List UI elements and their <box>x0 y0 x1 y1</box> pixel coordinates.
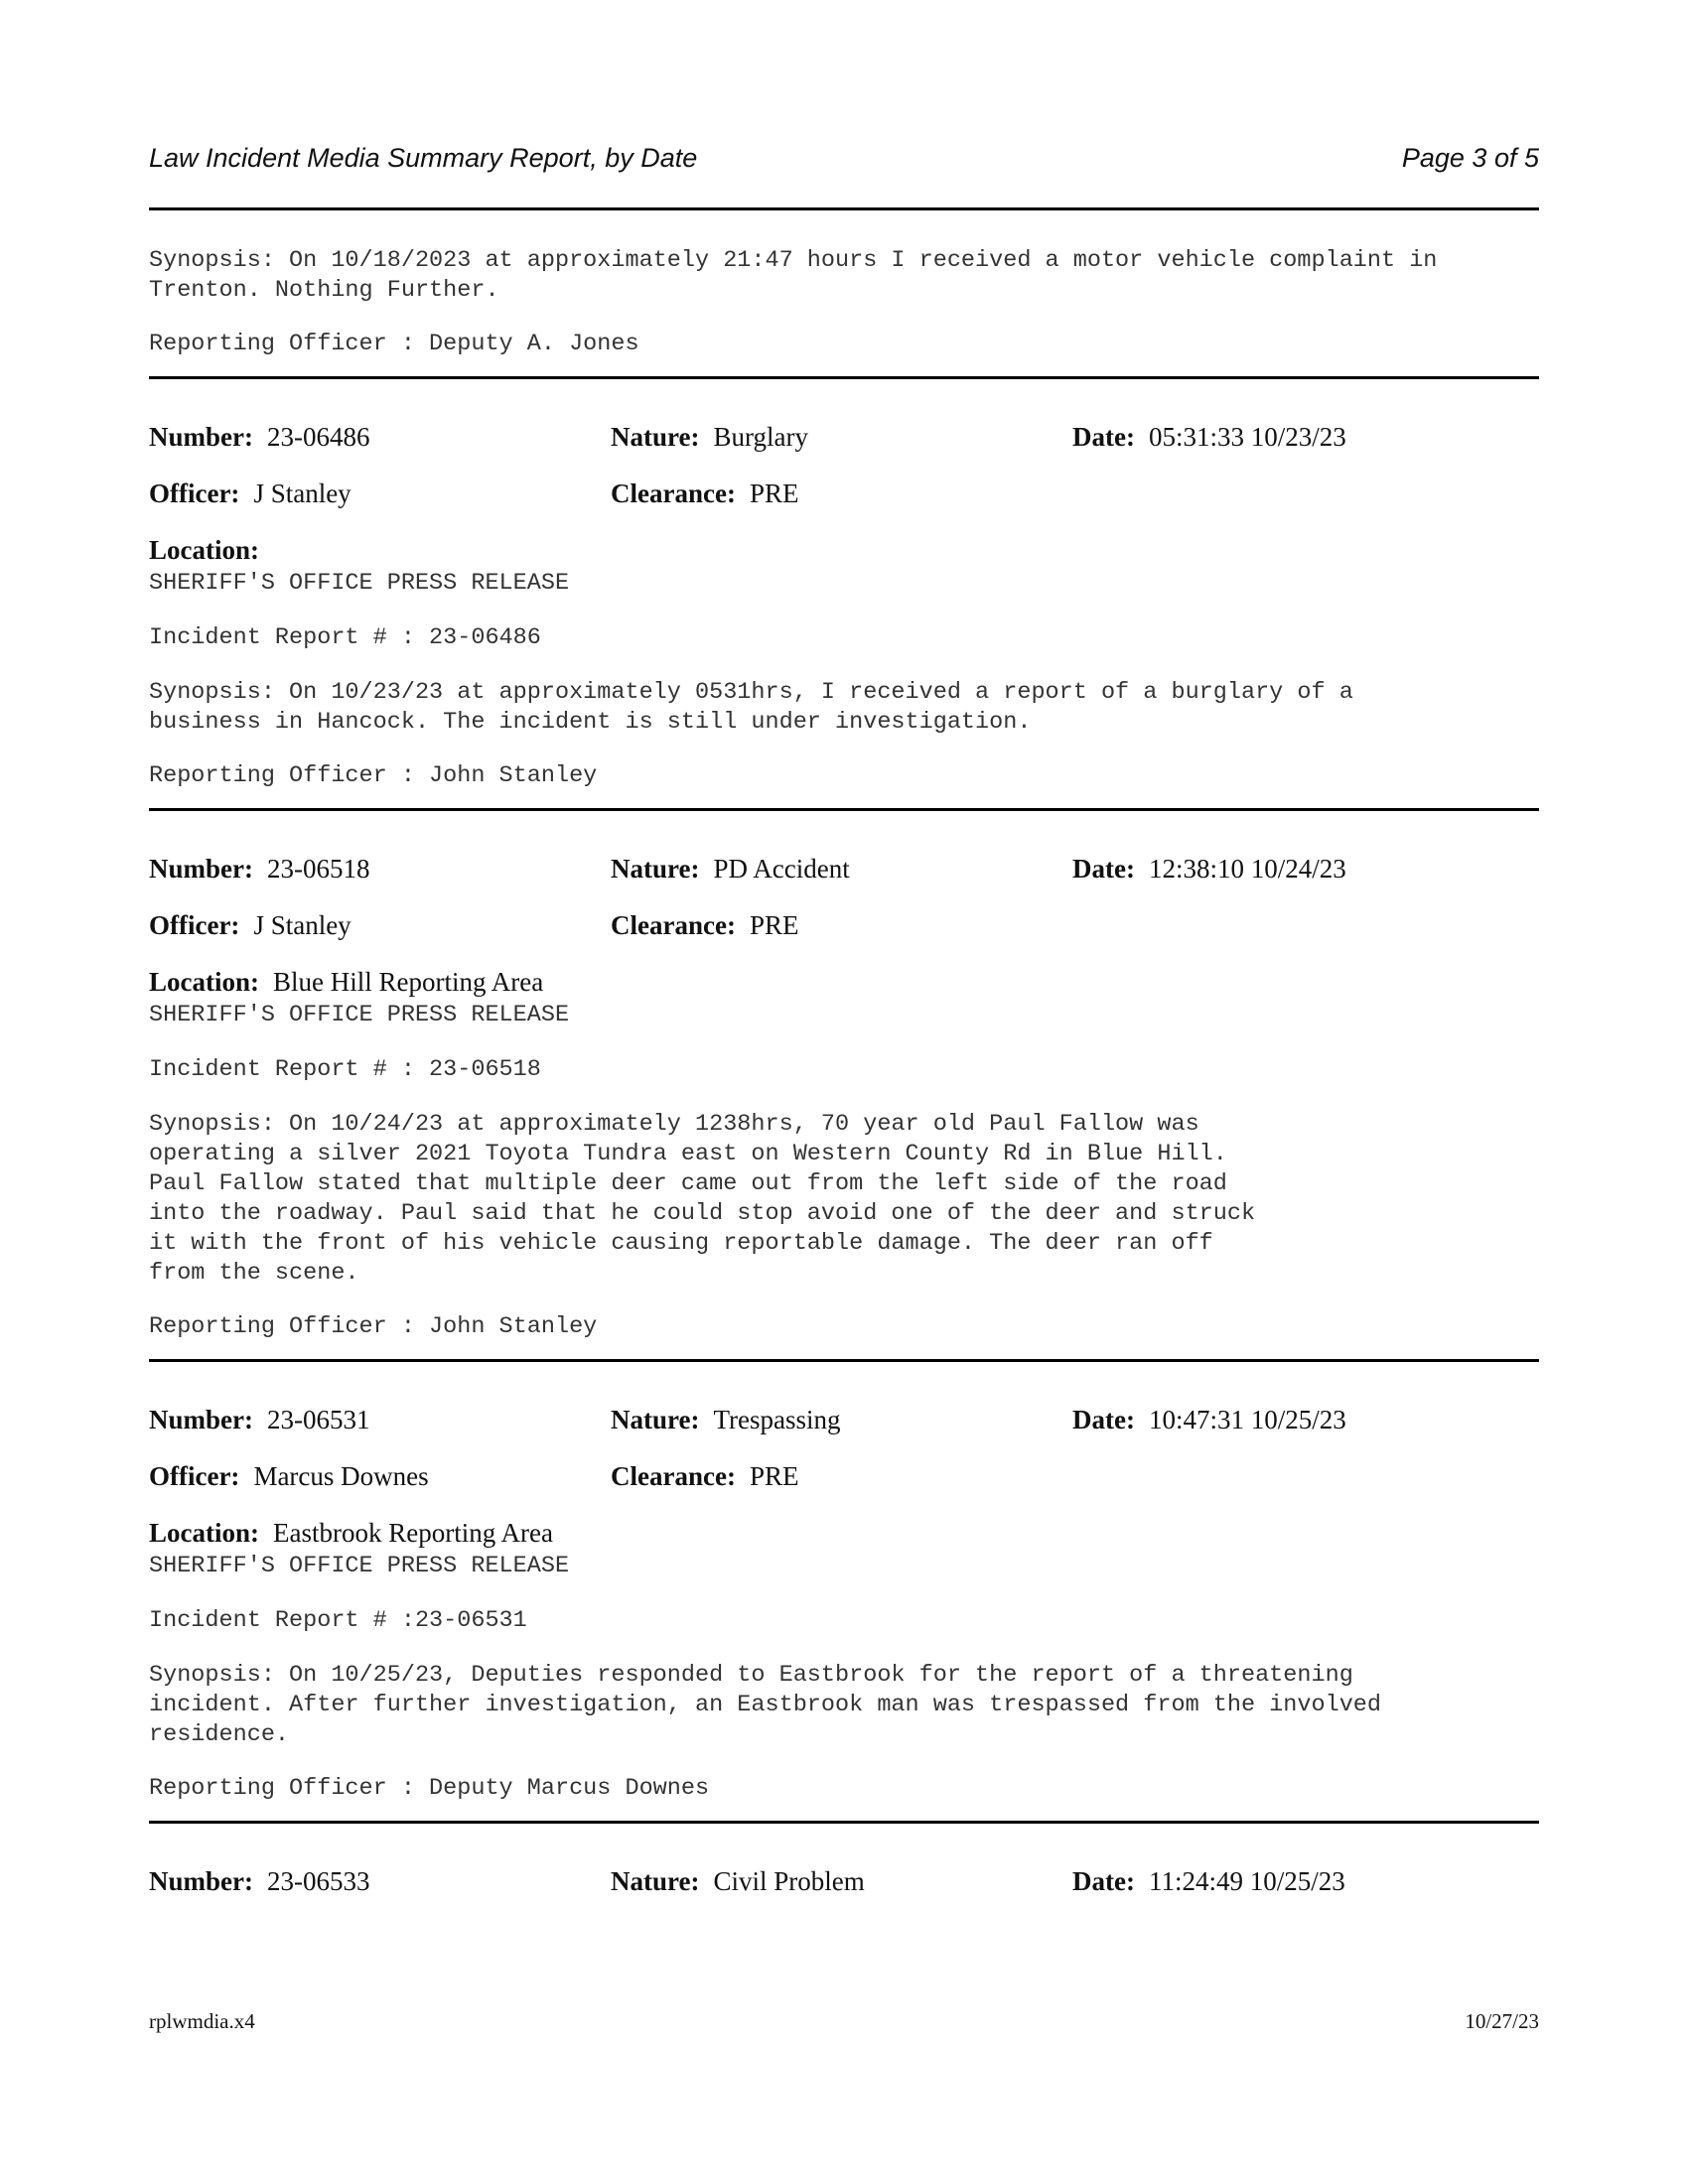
section-divider <box>149 376 1539 379</box>
incident-officer: J Stanley <box>253 478 352 508</box>
continuation-synopsis: Synopsis: On 10/18/2023 at approximately 21:47 hours I received a motor vehicle complaint in Trenton. Nothing Further. <box>149 247 1438 304</box>
incident-synopsis: Synopsis: On 10/24/23 at approximately 1238hrs, 70 year old Paul Fallow was operating a silver 2021 Toyota Tundra east on Western County Rd in Blue Hill. Paul Fallow stated that multiple deer came out from the left side of the road into the roadway. Paul said that he could stop avoid one of the deer and struck it with the front of his vehicle causing reportable damage. The deer ran off from the scene. <box>149 1111 1256 1287</box>
location-label: Location: <box>149 1518 259 1548</box>
incident-nature: PD Accident <box>713 854 850 884</box>
incident-number-field <box>149 420 369 454</box>
press-release-line: SHERIFF'S OFFICE PRESS RELEASE <box>149 570 570 597</box>
incident-number-field <box>149 1403 369 1436</box>
incident-report-number: Incident Report # : 23-06518 <box>149 1056 541 1083</box>
officer-label: Officer: <box>149 1461 240 1491</box>
location-label: Location: <box>149 967 259 997</box>
date-label: Date: <box>1072 1405 1135 1434</box>
incident-date: 05:31:33 10/23/23 <box>1148 422 1346 452</box>
continuation-reporting-officer: Reporting Officer : Deputy A. Jones <box>149 331 639 357</box>
incident-nature: Civil Problem <box>713 1866 865 1896</box>
report-header <box>149 143 1539 183</box>
incident-date-field <box>1072 852 1346 886</box>
incident-date-field <box>1072 1403 1346 1436</box>
clearance-label: Clearance: <box>611 1461 736 1491</box>
incident-location: Eastbrook Reporting Area <box>273 1518 553 1548</box>
incident-clearance: PRE <box>749 910 799 940</box>
incident-date: 10:47:31 10/25/23 <box>1148 1405 1346 1434</box>
incident-synopsis: Synopsis: On 10/25/23, Deputies responded to Eastbrook for the report of a threatening incident. After further investigation, an Eastbrook man was trespassed from the involved residence. <box>149 1662 1382 1748</box>
date-label: Date: <box>1072 854 1135 884</box>
incident-nature: Trespassing <box>713 1405 841 1434</box>
incident-number-field <box>149 1864 369 1898</box>
incident-location-field <box>149 1516 553 1550</box>
number-label: Number: <box>149 1866 253 1896</box>
header-divider <box>149 207 1539 210</box>
incident-nature-field <box>611 1403 841 1436</box>
reporting-officer: Reporting Officer : John Stanley <box>149 762 598 789</box>
incident-report-number: Incident Report # : 23-06486 <box>149 624 541 651</box>
location-label: Location: <box>149 535 259 565</box>
footer-report-code: rplwmdia.x4 <box>149 2009 255 2033</box>
nature-label: Nature: <box>611 854 700 884</box>
incident-clearance-field <box>611 1459 798 1493</box>
reporting-officer: Reporting Officer : Deputy Marcus Downes <box>149 1775 710 1802</box>
incident-nature-field <box>611 1864 865 1898</box>
nature-label: Nature: <box>611 422 700 452</box>
incident-clearance: PRE <box>749 478 799 508</box>
date-label: Date: <box>1072 422 1135 452</box>
officer-label: Officer: <box>149 478 240 508</box>
incident-date-field <box>1072 1864 1345 1898</box>
incident-date-field <box>1072 420 1346 454</box>
incident-date: 12:38:10 10/24/23 <box>1148 854 1346 884</box>
incident-number: 23-06533 <box>266 1866 370 1896</box>
section-divider <box>149 1821 1539 1824</box>
incident-location-field <box>149 965 543 999</box>
incident-officer-field <box>149 908 352 942</box>
report-title: Law Incident Media Summary Report, by Date <box>149 143 698 173</box>
nature-label: Nature: <box>611 1405 700 1434</box>
section-divider <box>149 1359 1539 1362</box>
incident-officer: J Stanley <box>253 910 352 940</box>
page-number: Page 3 of 5 <box>1401 143 1539 173</box>
nature-label: Nature: <box>611 1866 700 1896</box>
incident-nature-field <box>611 420 808 454</box>
incident-number: 23-06518 <box>266 854 370 884</box>
incident-date: 11:24:49 10/25/23 <box>1148 1866 1345 1896</box>
date-label: Date: <box>1072 1866 1135 1896</box>
incident-clearance-field <box>611 477 798 510</box>
incident-officer: Marcus Downes <box>253 1461 429 1491</box>
section-divider <box>149 808 1539 811</box>
clearance-label: Clearance: <box>611 478 736 508</box>
officer-label: Officer: <box>149 910 240 940</box>
incident-location-field <box>149 533 273 567</box>
incident-number: 23-06486 <box>266 422 370 452</box>
incident-number: 23-06531 <box>266 1405 370 1434</box>
incident-clearance-field <box>611 908 798 942</box>
incident-report-number: Incident Report # :23-06531 <box>149 1607 527 1634</box>
reporting-officer: Reporting Officer : John Stanley <box>149 1313 598 1340</box>
press-release-line: SHERIFF'S OFFICE PRESS RELEASE <box>149 1002 570 1028</box>
incident-clearance: PRE <box>749 1461 799 1491</box>
incident-number-field <box>149 852 369 886</box>
incident-nature-field <box>611 852 850 886</box>
incident-synopsis: Synopsis: On 10/23/23 at approximately 0531hrs, I received a report of a burglary of a business in Hancock. The incident is still under investigation. <box>149 679 1353 736</box>
incident-officer-field <box>149 477 352 510</box>
incident-nature: Burglary <box>713 422 808 452</box>
footer-print-date: 10/27/23 <box>1465 2009 1539 2033</box>
incident-location: Blue Hill Reporting Area <box>273 967 544 997</box>
press-release-line: SHERIFF'S OFFICE PRESS RELEASE <box>149 1553 570 1579</box>
number-label: Number: <box>149 422 253 452</box>
number-label: Number: <box>149 1405 253 1434</box>
clearance-label: Clearance: <box>611 910 736 940</box>
number-label: Number: <box>149 854 253 884</box>
incident-officer-field <box>149 1459 429 1493</box>
